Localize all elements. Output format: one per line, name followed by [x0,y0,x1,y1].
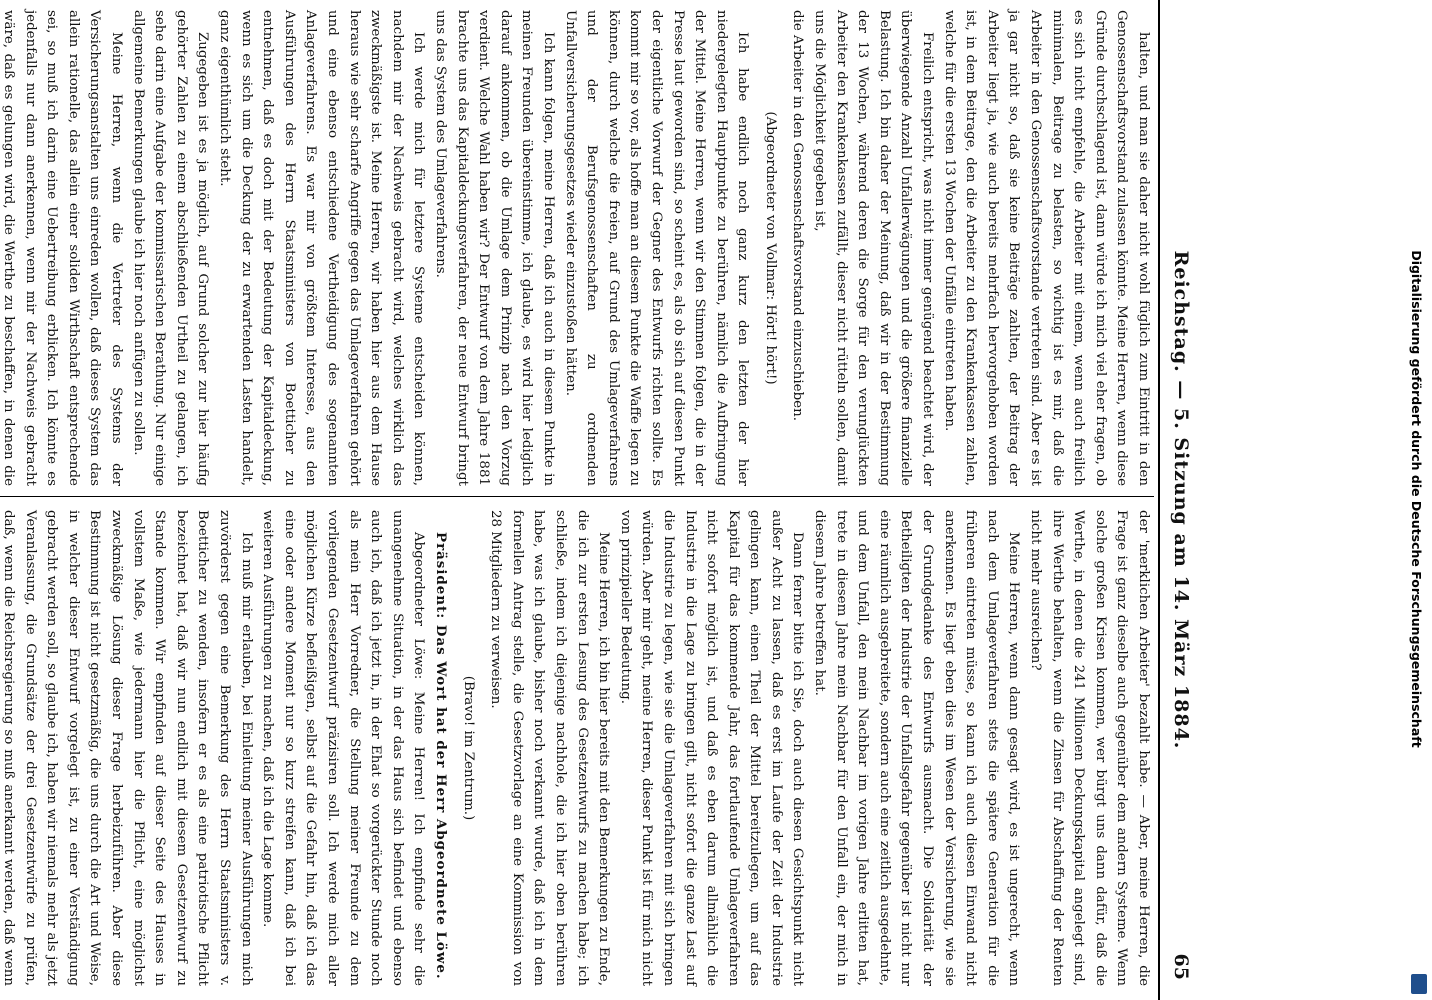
dfg-credit-text: Digitalisierung gefördert durch die Deutsche Forschungsgemeinschaft [1409,250,1424,748]
paragraph: Zugegeben ist es ja möglich, auf Grund solcher zur hier häufig gehörter Zahlen zu einem abschließenden Urtheil zu gelangen, ich sehe darin eine Aufgabe der kommissarischen Berathung. Nur einige allgemeine Bemerkungen glaube ich hier noch anfügen zu sollen. [130,10,211,486]
paragraph: Ich kann folgen, meine Herren, daß ich auch in diesem Punkte in meinen Freunden übereinstimme, ich glaube, es wird hier lediglich darauf ankommen, ob die Umlage dem Prinzip nach den Vorzug verdient. Welche Wahl haben wir? Der Entwurf von dem Jahre 1881 brachte uns das Kapitaldeckungsverfahren, der neue Entwurf bringt uns das System des Umlageverfahrens. [433,10,556,486]
page-number: 65 [1170,953,1192,980]
paragraph: die Arbeiter in den Genossenschaftsvorstand einzuschieben. [790,10,806,421]
paragraph: Meine Herren, ich bin hier bereits mit den Bemerkungen zu Ende, die ich zur ersten Lesung des Gesetzentwurfs zu machen habe; ich schließe, indem ich diejenige nachhole, die ich hier oben berühren habe, was ich glaube, bisher noch verkannt wurde, daß ich in dem formellen Antrag stelle, die Gesetzvorlage an eine Kommission von 28 Mitgliedern zu verweisen. [488,510,612,986]
digitization-sidebar [1406,0,1432,1000]
header-title: Reichstag. — 5. Sitzung am 14. März 1884. [1170,250,1192,750]
paragraph: Meine Herren, wenn dann gesagt wird, es ist ungerecht, wenn nach dem Umlageverfahren stets die spätere Generation für die früheren eintreten müsse, so kann ich auch diesen Einwand nicht anerkennen. Es liegt eben dies im Wesen der Versicherung, wie sie der Grundgedanke des Entwurfs ausmacht. Die Solidarität der Betheiligten der Industrie der Unfallsgefahr gegenüber ist nicht nur eine räumlich ausgebreitete, sondern auch eine zeitlich ausgedehnte, und dem Unfall, den mein Nachbar im vorigen Jahre erlitten hat, trete in diesem Jahre mein Nachbar für den Unfall ein, der mich in diesem Jahre betreffen hat. [812,510,1022,986]
paragraph: Meine Herren, wenn die Vertreter des Systems der Versicherungsanstalten uns einreden wollen, daß dieses System das allein rationelle, das allein einer soliden Wirthschaft entsprechende sei, so muß ich darin eine Uebertreibung erblicken. Ich könnte es jedenfalls nur dann anerkennen, wenn mir der Nachweis gebracht wäre, daß es gelungen wird, die Werthe zu beschaffen, in denen die [1,10,125,486]
paragraph: Ich muß mir erlauben, bei Einleitung meiner Ausführungen mich zuvörderst gegen eine Bemerkung des Herrn Staatsministers v. Boetticher zu wenden, insofern er es als eine patriotische Pflicht bezeichnet hat, daß wir nun endlich mit diesem Gesetzentwurf zu Stande kommen. Wir empfinden auf dieser Seite des Hauses in vollstem Maße, wie jedermann hier die Pflicht, eine möglichst zweckmäßige Lösung dieser Frage herbeizuführen. Aber diese Bestimmung ist nicht gesetzmäßig, die uns durch die Art und Weise, in welcher dieser Entwurf vorgelegt ist, zu einer Verständigung gebracht werden soll, so glaube ich, haben wir niemals mehr als jetzt Veranlassung, die Grundsätze der drei Gesetzentwürfe zu prüfen, daß, wenn die Reichsregierung so muß anerkannt werden, daß wenn [1,510,254,986]
column-divider [0,496,1154,497]
page-header [1158,0,1200,1000]
paragraph: Ich habe endlich noch ganz kurz den letzten der hier niedergelegten Hauptpunkte zu berühren, nämlich die Aufbringung der Mittel. Meine Herren, wenn wir den Stimmen folgen, die in der Presse laut geworden sind, so scheint es, als ob sich auf diesen Punkt der eigentliche Vorwurf der Gegner des Entwurfs richten sollte. Es kommt mir so vor, als hoffe man an diesem Punkte die Waffe legen zu können, durch welche die freien, auf Grund des Umlageverfahrens und der Berufsgenossenschaften zu ordnenden Unfallversicherungsgesetzes wieder einzustoßen hätten. [562,10,751,486]
speaker-paragraph: Abgeordneter Löwe: Meine Herren! Ich empfinde sehr die unangenehme Situation, in der das Haus sich befindet und ebenso auch ich, daß ich jetzt in, in der Ehat so vorgerückter Stunde noch als mein Herr Vorredner, die Stellung meiner Freunde zu dem vorliegenden Gesetzentwurf präzisiren soll. Ich werde mich aller möglichen Kürze befleißigen, selbst auf die Gefahr hin, daß ich das eine oder andere Moment nur so kurz streifen kann, daß ich bei weiteren Ausführungen zu machen, daß ich die Lage komme. [260,510,427,986]
paragraph: Ich werde mich für letztere Systeme entscheiden können, nachdem mir der Nachweis gebracht wird, welches wirklich das zweckmäßigste ist. Meine Herren, wir haben hier aus dem Hause heraus wie sehr scharfe Angriffe gegen das Umlageverfahren gehört und eine ebenso entschiedene Vertheidigung des sogenannten Anlageverfahrens. Es war mir von größtem Interesse, aus den Ausführungen des Herrn Staatsministers von Boetticher zu entnehmen, daß es doch mit der Bedeutung der Kapitaldeckung, wenn es sich um die Deckung der zu erwartenden Lasten handelt, ganz eigenthümlich steht. [217,10,427,486]
paragraph: der 'merklichen Arbeiter' bezahlt habe. — Aber, meine Herren, die Frage ist ganz dieselbe auch gegenüber dem andern Systeme. Wenn solche großen Krisen kommen, wer bürgt uns dann dafür, daß die Werthe, in denen die 241 Millionen Deckungskapital angelegt sind, ihre Werthe behalten, wenn die Zinsen für Abschaffung der Renten nicht mehr ausreichen? [1028,510,1151,986]
right-column [1,510,1154,986]
left-column [1,10,1154,486]
president-line: Präsident: Das Wort hat der Herr Abgeordnete Löwe. [433,532,449,980]
paragraph: halten, und man sie daher nicht wohl füglich zum Eintritt in den Genossenschaftsvorstand zulassen könnte. Meine Herren, wenn diese Gründe durchschlagend ist, dann würde ich mich viel eher fragen, ob es sich nicht empfehle, die Arbeiter mit einem, wenn auch freilich minimalen, Beitrage zu belasten, so wichtig ist es mir, daß die Arbeiter in den Genossenschaftsvorstande vertreten sind. Aber es ist ja gar nicht so, daß sie keine Beiträge zahlten, der Beitrag der Arbeiter liegt ja, wie auch bereits mehrfach hervorgehoben worden ist, in dem Beitrage, den die Arbeiter zu den Krankenkassen zahlen, welche für die ersten 13 Wochen der Unfälle eintreten haben. [941,10,1151,486]
applause-note: (Bravo! im Zentrum.) [460,675,476,821]
dfg-logo-icon [1411,974,1427,994]
paragraph: Dann ferner bitte ich Sie, doch auch diesen Gesichtspunkt nicht außer Acht zu lassen, daß es erst im Laufe der Zeit der Industrie gelingen kann, einen Theil der Mittel bereitzulegen, um auf das Kapital für das kommende Jahr, das fortlaufende Umlageverfahren nicht sofort möglich ist, und daß es eben darum allmählich die Industrie in die Lage zu bringen gilt, nicht sofort die ganze Last auf die Industrie zu legen, wie sie die Umlageverfahren mit sich bringen würden. Aber mir geht, meine Herren, dieser Punkt ist für mich nicht von prinzipieller Bedeutung. [617,510,806,986]
interjection: (Abgeordneter von Vollmar: Hört! hört!) [762,111,778,385]
paragraph: Freilich entspricht, was nicht immer genügend beachtet wird, der überwiegende Anzahl Unfallerwägungen und die größere finanzielle Belastung. Ich bin daher der Meinung, daß wir in der Bestimmung der 13 Wochen, während deren die Sorge für den verunglückten Arbeiter den Krankenkassen zufällt, dieser nicht rütteln sollen, damit uns die Möglichkeit gegeben ist, [812,10,936,486]
